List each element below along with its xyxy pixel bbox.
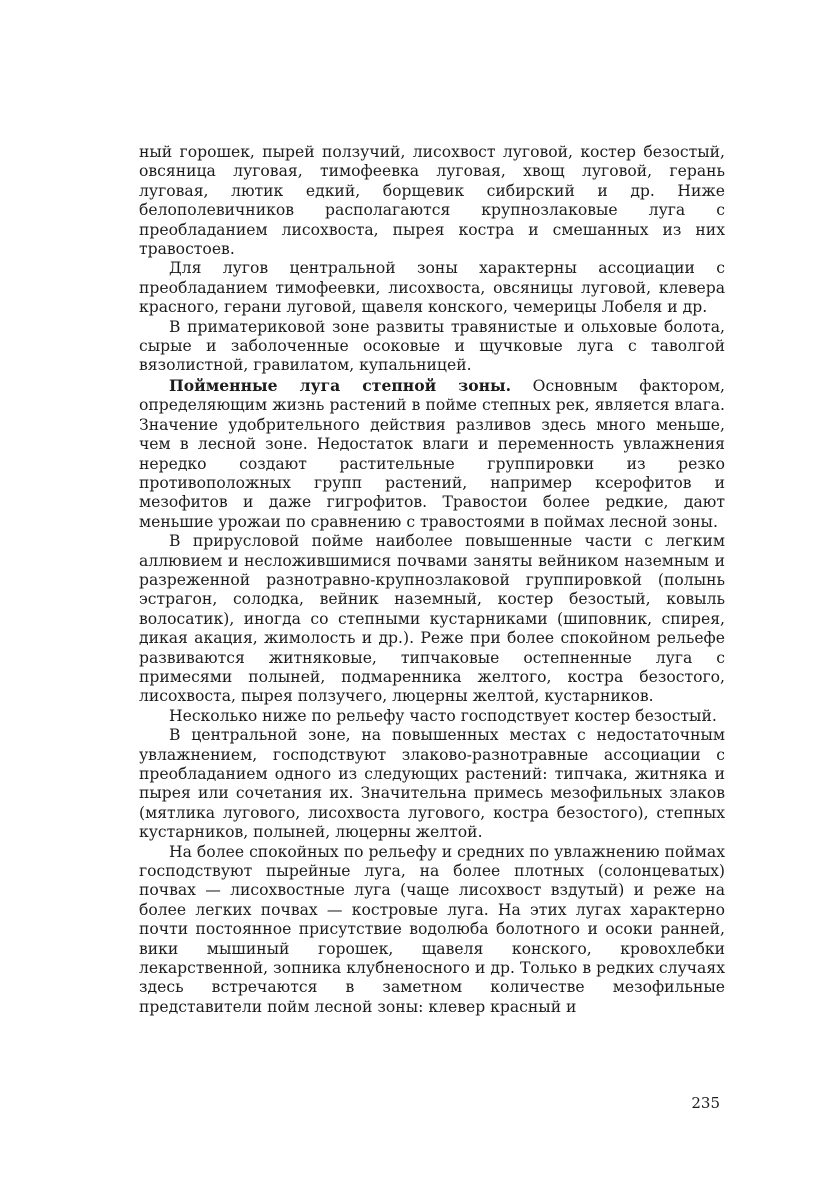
paragraph-7-text: В центральной зоне, на повышенных местах с недостаточным увлажнением, господствуют злаково-разнотравные ассоциации с преобладанием одного из следующих растений: типчака, житняка и пырея или сочетания их. Значительна примесь мезофильных злаков (мятлика лугового, лисохвоста лугового, костра безостого), степных кустарников, полыней, люцерны желтой. — [139, 726, 725, 842]
paragraph-1-text: ный горошек, пырей ползучий, лисохвост луговой, костер безостый, овсяница луговая, тимофеевка луговая, хвощ луговой, герань луговая, лютик едкий, борщевик сибирский и др. Ниже белополевичников располагаются крупнозлаковые луга с преобладанием лисохвоста, пырея костра и смешанных из них травостоев. — [139, 143, 725, 259]
page-text-block — [139, 143, 725, 1017]
paragraph-2 — [139, 259, 725, 317]
paragraph-2-text: Для лугов центральной зоны характерны ассоциации с преобладанием тимофеевки, лисохвоста, овсяницы луговой, клевера красного, герани луговой, щавеля конского, чемерицы Лобеля и др. — [139, 259, 725, 317]
paragraph-6 — [139, 707, 725, 726]
page-number: 235 — [691, 1094, 720, 1112]
paragraph-3 — [139, 318, 725, 376]
paragraph-8 — [139, 843, 725, 1018]
paragraph-5 — [139, 532, 725, 707]
section-heading: Пойменные луга степной зоны. — [169, 375, 512, 395]
paragraph-6-text: Несколько ниже по рельефу часто господствует костер безостый. — [169, 706, 717, 725]
paragraph-5-text: В прирусловой пойме наиболее повышенные части с легким аллювием и несложившимися почвами заняты вейником наземным и разреженной разнотравно-крупнозлаковой группировкой (полынь эстрагон, солодка, вейник наземный, костер безостый, ковыль волосатик), иногда со степными кустарниками (шиповник, спирея, дикая акация, жимолость и др.). Реже при более спокойном рельефе развиваются житняковые, типчаковые остепненные луга с примесями полыней, подмаренника желтого, костра безостого, лисохвоста, пырея ползучего, люцерны желтой, кустарников. — [139, 532, 725, 706]
paragraph-7 — [139, 726, 725, 842]
paragraph-1 — [139, 143, 725, 259]
paragraph-3-text: В приматериковой зоне развиты травянистые и ольховые болота, сырые и заболоченные осоковые и щучковые луга с таволгой вязолистной, гравилатом, купальницей. — [139, 317, 725, 375]
paragraph-8-text: На более спокойных по рельефу и средних по увлажнению поймах господствуют пырейные луга, на более плотных (солонцеватых) почвах — лисохвостные луга (чаще лисохвост вздутый) и реже на более легких почвах — костровые луга. На этих лугах характерно почти постоянное присутствие водолюба болотного и осоки ранней, вики мышиный горошек, щавеля конского, кровохлебки лекарственной, зопника клубненосного и др. Только в редких случаях здесь встречаются в заметном количестве мезофильные представители пойм лесной зоны: клевер красный и — [139, 842, 725, 1016]
paragraph-4 — [139, 376, 725, 532]
paragraph-4-text: Основным фактором, определяющим жизнь растений в пойме степных рек, является влага. Значение удобрительного действия разливов здесь много меньше, чем в лесной зоне. Недостаток влаги и переменность увлажнения нередко создают растительные группировки из резко противоположных групп растений, например ксерофитов и мезофитов и даже гигрофитов. Травостои более редкие, дают меньшие урожаи по сравнению с травостоями в поймах лесной зоны. — [139, 376, 725, 531]
